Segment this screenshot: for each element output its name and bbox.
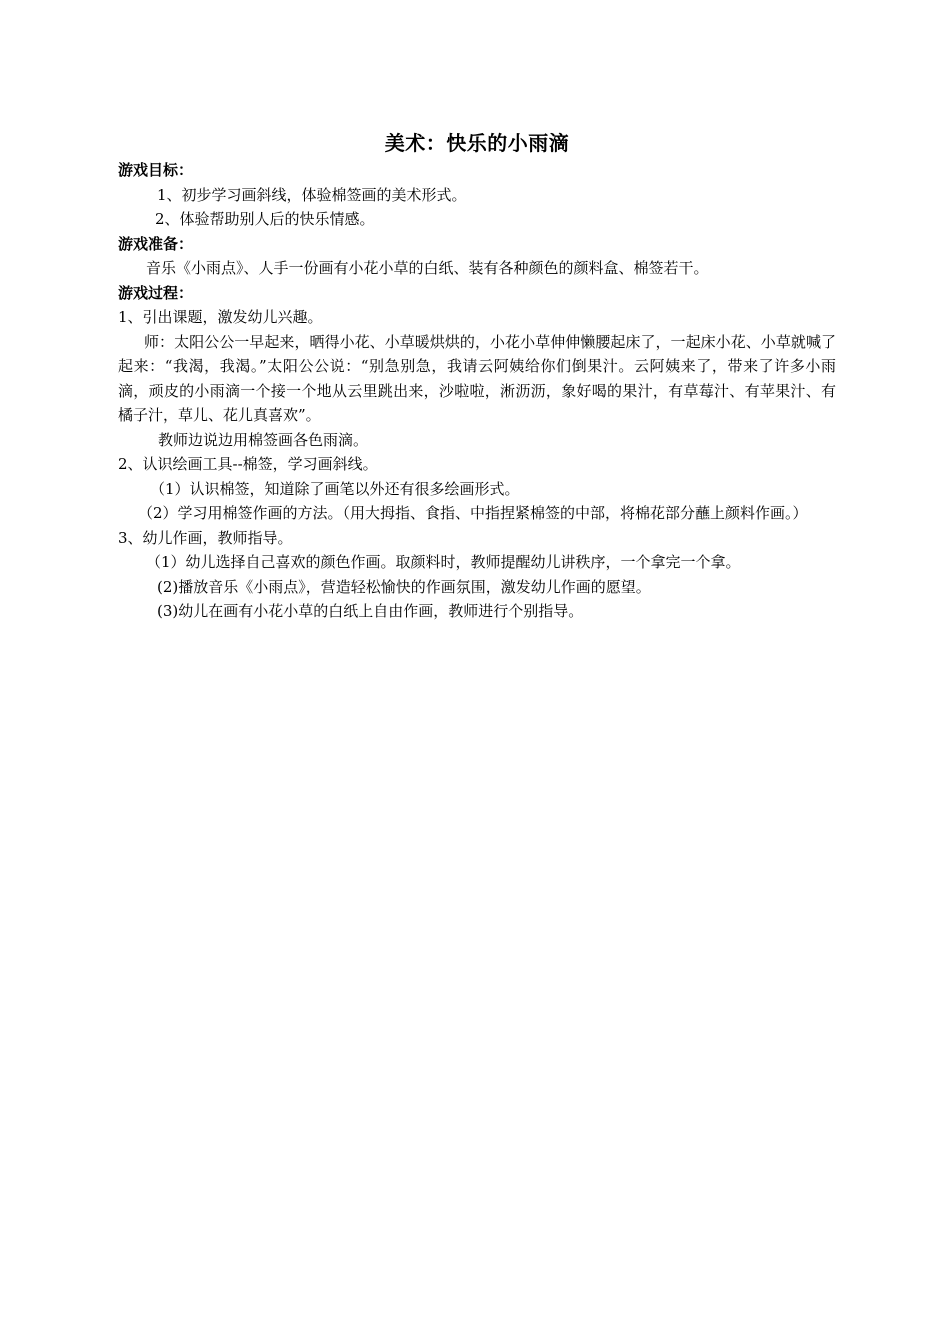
step3-item-1: （1）幼儿选择自己喜欢的颜色作画。取颜料时，教师提醒幼儿讲秩序，一个拿完一个拿。	[146, 553, 741, 571]
process-section	[118, 281, 836, 624]
preparation-heading: 游戏准备：	[118, 234, 194, 253]
goal-item-1: 1、初步学习画斜线，体验棉签画的美术形式。	[157, 185, 467, 204]
step2-title: 2、认识绘画工具--棉签，学习画斜线。	[118, 455, 378, 473]
step2-item-2: （2）学习用棉签作画的方法。（用大拇指、食指、中指捏紧棉签的中部，将棉花部分蘸上颜料作画。）	[138, 504, 808, 522]
step1-note: 教师边说边用棉签画各色雨滴。	[158, 430, 369, 449]
process-heading: 游戏过程：	[118, 283, 194, 302]
goal-item-2: 2、体验帮助别人后的快乐情感。	[155, 210, 375, 228]
step3-title: 3、幼儿作画，教师指导。	[118, 528, 293, 547]
document-title: 美术：快乐的小雨滴	[384, 131, 570, 155]
goals-heading: 游戏目标：	[118, 161, 194, 179]
preparation-text: 音乐《小雨点》、人手一份画有小花小草的白纸、装有各种颜色的颜料盒、棉签若干。	[146, 259, 709, 277]
step1-title: 1、引出课题，激发幼儿兴趣。	[118, 308, 323, 326]
document-page	[118, 128, 836, 624]
step2-item-1: （1）认识棉签，知道除了画笔以外还有很多绘画形式。	[150, 479, 520, 498]
step3-item-2: (2)播放音乐《小雨点》，营造轻松愉快的作画氛围，激发幼儿作画的愿望。	[157, 577, 651, 596]
step1-story: 师：太阳公公一早起来，晒得小花、小草暖烘烘的，小花小草伸伸懒腰起床了，一起床小花、小草就喊了起来：“我渴，我渴。”太阳公公说：“别急别急，我请云阿姨给你们倒果汁。云阿姨来了，带来了许多小雨滴，顽皮的小雨滴一个接一个地从云里跳出来，沙啦啦，淅沥沥，象好喝的果汁，有草莓汁、有苹果汁、有橘子汁，草儿、花儿真喜欢”。	[118, 332, 836, 424]
preparation-section	[118, 232, 836, 281]
step3-item-3: (3)幼儿在画有小花小草的白纸上自由作画，教师进行个别指导。	[157, 602, 584, 620]
goals-section	[118, 158, 836, 232]
